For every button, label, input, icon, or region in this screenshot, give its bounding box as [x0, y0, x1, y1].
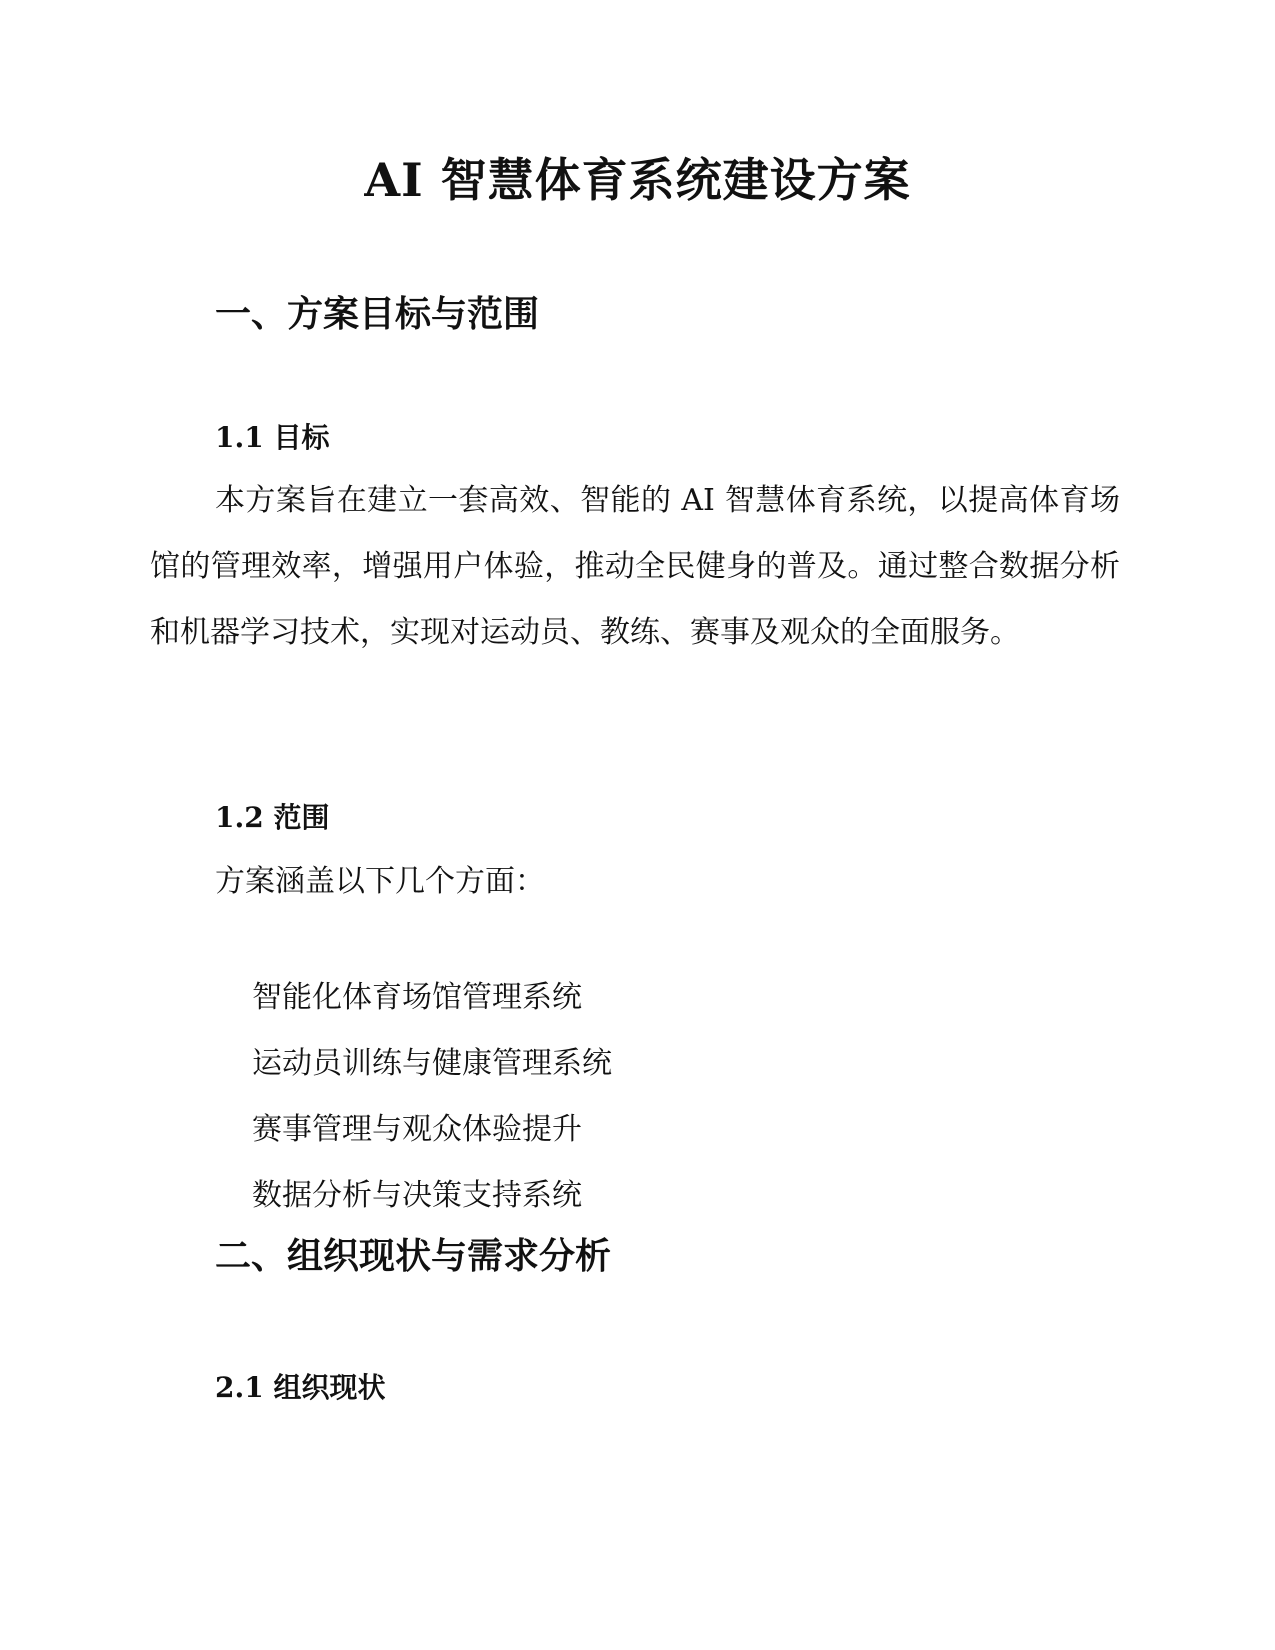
section-heading-2: 二、组织现状与需求分析 [215, 1236, 612, 1277]
list-item: 智能化体育场馆管理系统 [252, 980, 582, 1015]
subsection-heading-1-2: 1.2 范围 [215, 801, 330, 834]
subsection-heading-2-1: 2.1 组织现状 [215, 1371, 386, 1404]
scope-intro: 方案涵盖以下几个方面： [215, 864, 545, 899]
scope-list [252, 965, 612, 1229]
document-title: AI 智慧体育系统建设方案 [364, 153, 911, 207]
section-heading-1: 一、方案目标与范围 [215, 294, 540, 335]
subsection-heading-1-1: 1.1 目标 [215, 421, 330, 454]
list-item: 赛事管理与观众体验提升 [252, 1112, 582, 1147]
goal-paragraph: 本方案旨在建立一套高效、智能的 AI 智慧体育系统，以提高体育场馆的管理效率，增强用户体验，推动全民健身的普及。通过整合数据分析和机器学习技术，实现对运动员、教练、赛事及观众的全面服务。 [150, 483, 1120, 650]
list-item: 数据分析与决策支持系统 [252, 1178, 582, 1213]
list-item: 运动员训练与健康管理系统 [252, 1046, 612, 1081]
